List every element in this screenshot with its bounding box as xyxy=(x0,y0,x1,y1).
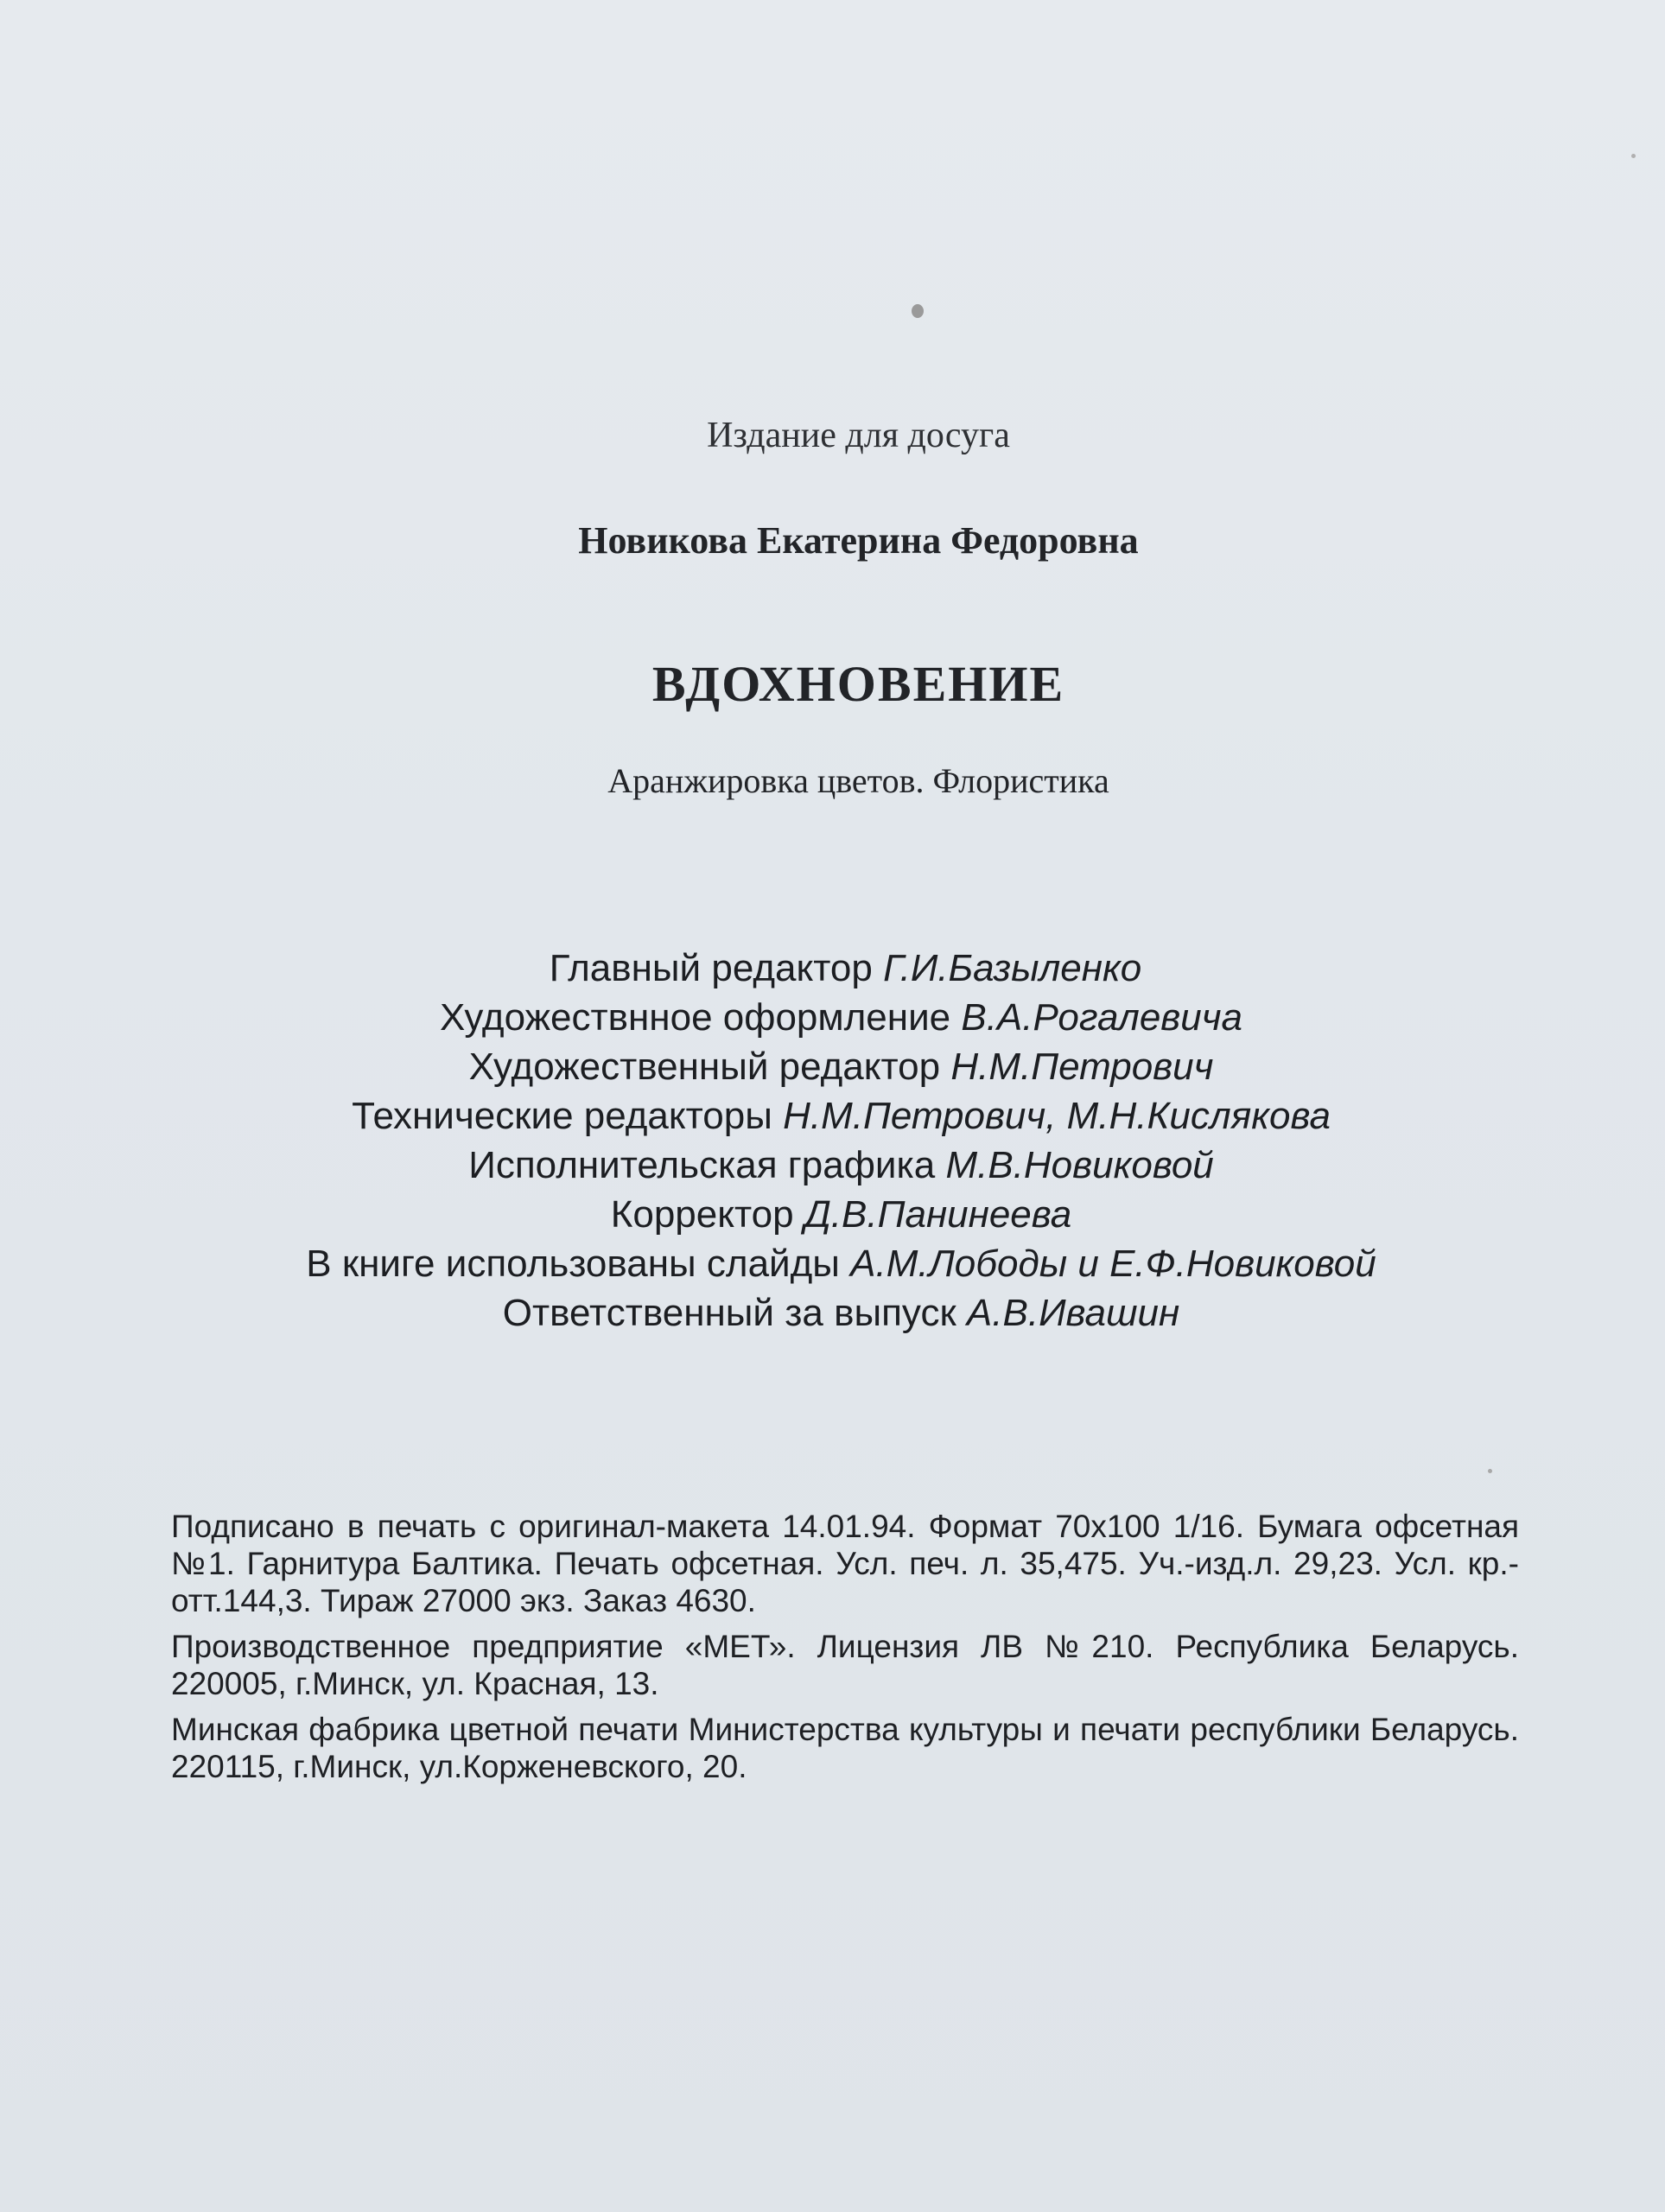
credit-name: Г.И.Базыленко xyxy=(883,947,1142,989)
credit-role: Технические редакторы xyxy=(352,1095,772,1137)
paper-spot xyxy=(1488,1469,1492,1473)
printer-info: Минская фабрика цветной печати Министерства культуры и печати республики Беларусь. 220115, г.Минск, ул.Корженевского, 20. xyxy=(171,1712,1519,1784)
credit-chief-editor xyxy=(0,944,1665,993)
credit-name: Н.М.Петрович, М.Н.Кислякова xyxy=(783,1095,1331,1137)
credit-name: А.В.Ивашин xyxy=(966,1292,1180,1334)
credit-name: Н.М.Петрович xyxy=(950,1046,1214,1088)
book-subtitle: Аранжировка цветов. Флористика xyxy=(607,761,1109,800)
credit-proofreader xyxy=(0,1190,1665,1239)
publisher-info: Производственное предприятие «МЕТ». Лицензия ЛВ №210. Республика Беларусь. 220005, г.Минск, ул. Красная, 13. xyxy=(171,1629,1519,1701)
credit-role: Главный редактор xyxy=(549,947,873,989)
credit-graphics xyxy=(0,1141,1665,1190)
credit-art-editor xyxy=(0,1042,1665,1091)
paper-spot xyxy=(1631,154,1636,158)
credit-name: А.М.Лободы и Е.Ф.Новиковой xyxy=(850,1243,1376,1285)
credit-role: Корректор xyxy=(610,1193,794,1236)
author-name: Новикова Екатерина Федоровна xyxy=(578,519,1139,562)
credit-name: М.В.Новиковой xyxy=(945,1144,1214,1186)
series-label: Издание для досуга xyxy=(707,416,1010,455)
credit-role: Ответственный за выпуск xyxy=(502,1292,956,1334)
credit-release xyxy=(0,1288,1665,1338)
printing-info: Подписано в печать с оригинал-макета 14.01.94. Формат 70х100 1/16. Бумага офсетная №1. Гарнитура Балтика. Печать офсетная. Усл. печ. л. 35,475. Уч.-изд.л. 29,23. Усл. кр.-отт.144,3. Тираж 27000 экз. Заказ 4630. xyxy=(171,1509,1519,1618)
credit-role: Исполнительская графика xyxy=(468,1144,936,1186)
credit-name: Д.В.Панинеева xyxy=(804,1193,1072,1236)
credit-art-design xyxy=(0,993,1665,1042)
credit-technical-editors xyxy=(0,1091,1665,1141)
credit-role: В книге использованы слайды xyxy=(306,1243,840,1285)
credit-role: Художественный редактор xyxy=(468,1046,941,1088)
book-title: ВДОХНОВЕНИЕ xyxy=(651,656,1065,712)
credits-list xyxy=(0,944,1665,1338)
credit-name: В.А.Рогалевича xyxy=(961,996,1242,1039)
paper-spot xyxy=(912,304,924,318)
credit-slides xyxy=(0,1239,1665,1288)
imprint-block xyxy=(171,1508,1519,1794)
credit-role: Художествнное оформление xyxy=(440,996,951,1039)
